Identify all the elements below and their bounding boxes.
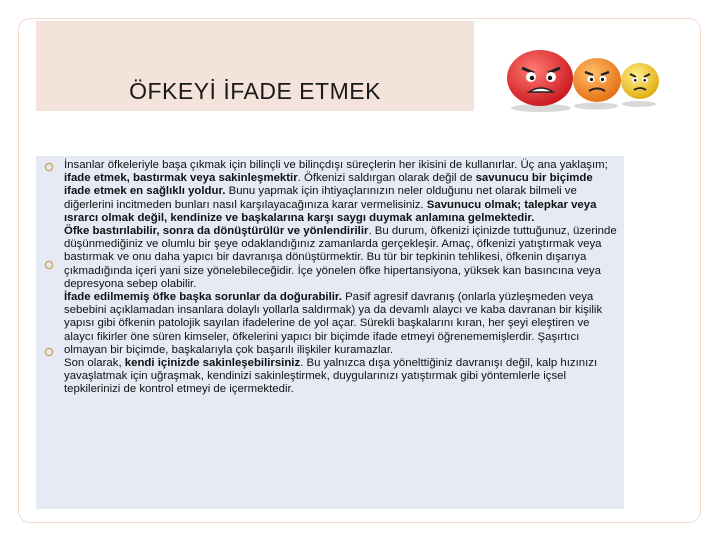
- text-span: . Öfkenizi saldırgan olarak değil de: [297, 172, 476, 185]
- bold-text-span: kendi içinizde sakinleşebilirsiniz: [124, 357, 301, 370]
- content-box: [36, 156, 624, 509]
- bold-text-span: savunucu bir biçimde ifade etmek en sağlıklı yoldur.: [64, 172, 593, 198]
- bold-text-span: İfade edilmemiş öfke başka sorunlar da doğurabilir.: [64, 291, 342, 304]
- angry-emoji-image: [496, 48, 666, 118]
- hollow-circle-bullet-icon: [44, 260, 54, 270]
- paragraph-unexpressed: [64, 291, 620, 397]
- text-span: Son olarak,: [64, 357, 125, 370]
- text-span: . Bu durum, öfkenizi içinizde tuttuğunuz, üzerinde düşünmediğiniz ve olumlu bir şeye odaklandığınız zamanlarda gerçekleşir. Amaç, öfkenizi yatıştırmak veya bastırmak ve onu daha yapıcı bir davranışa dönüştürmektir. Bu tür bir tepkinin tehlikesi, öfkenin dışarıya çıkmadığında içeri yani size yönelebileceğidir. İçe yönelen öfke hipertansiyona, yüksek kan basıncına veya depresyona sebep olabilir.: [64, 225, 617, 290]
- text-span: Pasif agresif davranış (onlarla yüzleşmeden veya sebebini açıklamadan insanlara dolaylı yollarla saldırmak) ya da devamlı alaycı ve kaba davranan bir kişilik yapısı gibi öfkenin patolojik sayılan ifadelerine de yol açar. Sürekli başkalarını kıran, her şeyi eleştiren ve alaycı fikirler öne süren kimseler, öfkelerini yapıcı bir biçimde ifade etmeyi öğrenememişlerdir. Şaşırtıcı olmayan bir biçimde, başkalarıyla çok başarılı ilişkiler kuramazlar.: [64, 291, 603, 356]
- bold-text-span: ifade etmek, bastırmak veya sakinleşmektir: [64, 172, 298, 185]
- paragraph-expression: [64, 159, 620, 225]
- text-span: . Bu yalnızca dışa yönelttiğiniz davranışı değil, kalp hızınızı yavaşlatmak için uğraşmak, kendinizi sakinleştirmek, duygularınızı yatıştırmak gibi yöntemlerle içsel tepkilerinizi de kontrol etmeyi de içermektedir.: [64, 357, 598, 396]
- bold-text-span: Savunucu olmak; talepkar veya ısrarcı olmak değil, kendinize ve başkalarına karşı saygı duymak anlamına gelmektedir.: [64, 198, 597, 224]
- paragraph-suppression: [64, 225, 620, 291]
- title-box: [36, 21, 474, 111]
- hollow-circle-bullet-icon: [44, 347, 54, 357]
- text-span: İnsanlar öfkeleriyle başa çıkmak için bilinçli ve bilinçdışı süreçlerin her ikisini de kullanırlar. Üç ana yaklaşım;: [64, 159, 608, 171]
- text-span: Bunu yapmak için ihtiyaçlarınızın neler olduğunu net olarak bilmeli ve diğerlerini incitmeden bunları nasıl karşılayacağınıza karar vermelisiniz.: [64, 185, 577, 211]
- bold-text-span: Öfke bastırılabilir, sonra da dönüştürülür ve yönlendirilir: [64, 225, 369, 238]
- slide-title: ÖFKEYİ İFADE ETMEK: [129, 78, 381, 104]
- body-text: [64, 159, 620, 397]
- hollow-circle-bullet-icon: [44, 162, 54, 172]
